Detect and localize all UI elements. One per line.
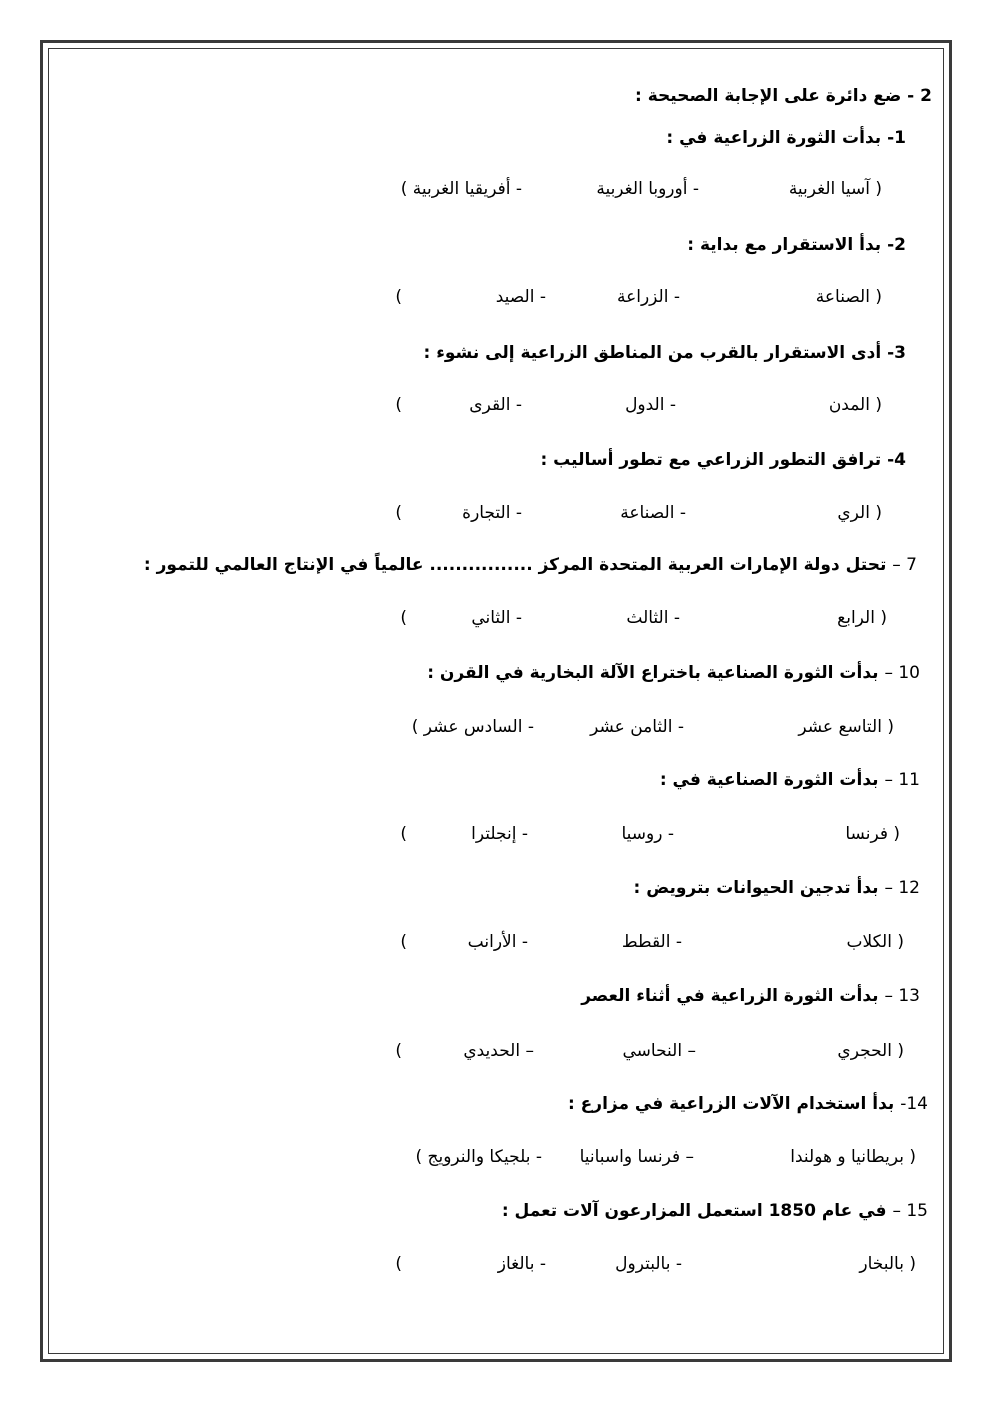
- question-1: [666, 126, 906, 150]
- question-number: 12 –: [884, 878, 920, 898]
- question-number: 2-: [887, 235, 906, 255]
- option[interactable]: ( آسيا الغربية: [788, 179, 882, 199]
- option-close: ): [395, 395, 402, 415]
- option[interactable]: - الصناعة: [620, 503, 686, 523]
- question-number: 11 –: [884, 770, 920, 790]
- question-15: [502, 1199, 928, 1223]
- question-number: 14-: [900, 1094, 928, 1114]
- option[interactable]: - إنجلترا: [471, 824, 528, 844]
- option[interactable]: ( التاسع عشر: [798, 717, 894, 737]
- option-close: ): [400, 608, 407, 628]
- option[interactable]: - الثاني: [471, 608, 522, 628]
- question-11: [660, 768, 920, 792]
- question-number: 10 –: [884, 663, 920, 683]
- question-number: 1-: [887, 128, 906, 148]
- option[interactable]: - أفريقيا الغربية ): [400, 179, 522, 199]
- question-3: [423, 341, 906, 365]
- option[interactable]: - الزراعة: [616, 287, 680, 307]
- option[interactable]: ( بريطانيا و هولندا: [790, 1147, 916, 1167]
- question-text: تحتل دولة الإمارات العربية المتحدة المركز ................ عالمياً في الإنتاج العالمي للتمور :: [143, 555, 887, 575]
- option-close: ): [395, 1254, 402, 1274]
- question-text: بدأ الاستقرار مع بداية :: [687, 235, 882, 255]
- question-text: بدأت الثورة الصناعية في :: [659, 770, 879, 790]
- option[interactable]: ( الحجري: [837, 1041, 904, 1061]
- option[interactable]: ( الرابع: [837, 608, 887, 628]
- option[interactable]: - الثامن عشر: [590, 717, 684, 737]
- option[interactable]: - روسيا: [621, 824, 674, 844]
- section-heading: 2 - ضع دائرة على الإجابة الصحيحة :: [635, 86, 932, 106]
- question-number: 3-: [887, 343, 906, 363]
- question-number: 4-: [887, 450, 906, 470]
- question-4: [540, 448, 906, 472]
- option[interactable]: - القرى: [469, 395, 522, 415]
- option[interactable]: ( الصناعة: [815, 287, 882, 307]
- question-text: بدأ تدجين الحيوانات بترويض :: [633, 878, 879, 898]
- question-text: بدأت الثورة الزراعية في أثناء العصر: [581, 986, 879, 1006]
- question-14: [568, 1092, 928, 1116]
- option[interactable]: ( الكلاب: [846, 932, 904, 952]
- option[interactable]: – الحديدي: [463, 1041, 534, 1061]
- option[interactable]: - الثالث: [626, 608, 680, 628]
- option[interactable]: ( بالبخار: [859, 1254, 916, 1274]
- option[interactable]: ( الري: [837, 503, 882, 523]
- question-text: بدأت الثورة الزراعية في :: [666, 128, 882, 148]
- option[interactable]: ( فرنسا: [845, 824, 900, 844]
- question-text: في عام 1850 استعمل المزارعون آلات تعمل :: [501, 1201, 887, 1221]
- option-close: ): [400, 932, 407, 952]
- question-13: [581, 984, 920, 1008]
- option[interactable]: - بالغاز: [497, 1254, 546, 1274]
- option-close: ): [400, 824, 407, 844]
- option[interactable]: - الدول: [625, 395, 676, 415]
- question-10: [427, 661, 920, 685]
- option[interactable]: - أوروبا الغربية: [596, 179, 699, 199]
- option-close: ): [395, 287, 402, 307]
- option[interactable]: – النحاسي: [622, 1041, 696, 1061]
- option[interactable]: – فرنسا واسبانيا: [579, 1147, 694, 1167]
- option[interactable]: - بالبترول: [615, 1254, 682, 1274]
- question-number: 15 –: [892, 1201, 928, 1221]
- option[interactable]: - السادس عشر ): [411, 717, 534, 737]
- question-text: ترافق التطور الزراعي مع تطور أساليب :: [540, 450, 882, 470]
- option[interactable]: - الصيد: [495, 287, 546, 307]
- option[interactable]: - بلجيكا والنرويج ): [415, 1147, 542, 1167]
- option[interactable]: - التجارة: [462, 503, 522, 523]
- question-text: أدى الاستقرار بالقرب من المناطق الزراعية إلى نشوء :: [423, 343, 882, 363]
- option[interactable]: - القطط: [621, 932, 682, 952]
- option[interactable]: ( المدن: [828, 395, 882, 415]
- question-7: [144, 553, 917, 577]
- question-text: بدأت الثورة الصناعية باختراع الآلة البخارية في القرن :: [427, 663, 879, 683]
- question-12: [634, 876, 920, 900]
- question-number: 7 –: [892, 555, 917, 575]
- option[interactable]: - الأرانب: [467, 932, 528, 952]
- question-2: [687, 233, 906, 257]
- question-text: بدأ استخدام الآلات الزراعية في مزارع :: [567, 1094, 895, 1114]
- question-number: 13 –: [884, 986, 920, 1006]
- option-close: ): [395, 1041, 402, 1061]
- option-close: ): [395, 503, 402, 523]
